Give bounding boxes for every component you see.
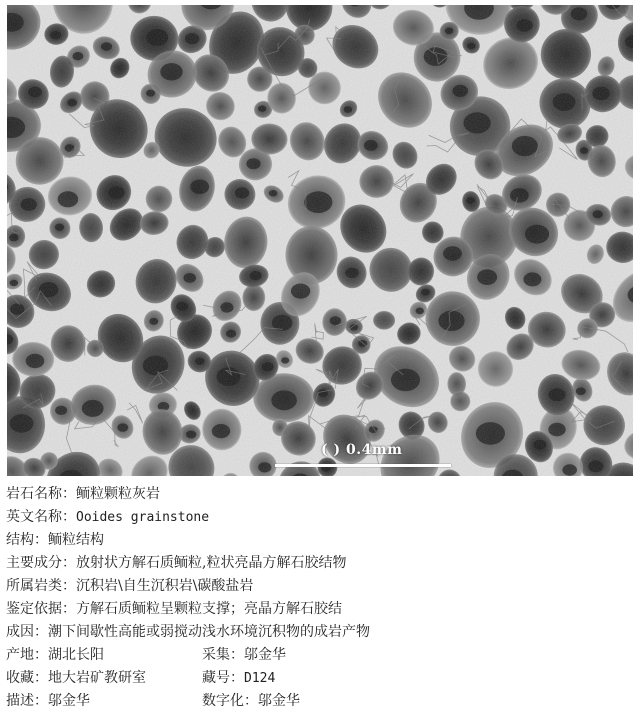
collector-label: 采集： [202, 647, 244, 663]
info-row-genesis [6, 621, 370, 643]
describer-value: 邬金华 [48, 693, 90, 709]
structure-value: 鲕粒结构 [48, 532, 104, 548]
basis-label: 鉴定依据： [6, 601, 76, 617]
digitizer-cell [202, 690, 300, 712]
category-value: 沉积岩\自生沉积岩\碳酸盐岩 [76, 578, 254, 594]
english-name-label: 英文名称： [6, 509, 76, 525]
category-label: 所属岩类： [6, 578, 76, 594]
scale-bar-label: ( ) 0.4mm [321, 442, 403, 458]
info-row-describer-digitizer [6, 690, 634, 712]
collection-value: 地大岩矿教研室 [48, 670, 146, 686]
genesis-value: 潮下间歇性高能或弱搅动浅水环境沉积物的成岩产物 [48, 624, 370, 640]
specimen-number-cell [202, 667, 275, 690]
collector-cell [202, 644, 286, 666]
digitizer-label: 数字化： [202, 693, 258, 709]
origin-value: 湖北长阳 [48, 647, 104, 663]
scale-bar [275, 464, 451, 467]
structure-label: 结构： [6, 532, 48, 548]
info-row-english-name [6, 506, 209, 528]
origin-label: 产地： [6, 647, 48, 663]
genesis-label: 成因： [6, 624, 48, 640]
thin-section-micrograph [7, 5, 633, 476]
collector-value: 邬金华 [244, 647, 286, 663]
composition-value: 放射状方解石质鲕粒,粒状亮晶方解石胶结物 [76, 555, 347, 571]
english-name-value: Ooides grainstone [76, 510, 210, 525]
info-row-collection-number [6, 667, 634, 689]
info-row-structure [6, 529, 104, 551]
specimen-number-value: D124 [244, 671, 276, 686]
name-value: 鲕粒颗粒灰岩 [76, 486, 160, 502]
info-row-composition [6, 552, 346, 574]
info-row-name [6, 483, 160, 505]
info-row-origin-collector [6, 644, 634, 666]
describer-label: 描述： [6, 693, 48, 709]
composition-label: 主要成分： [6, 555, 76, 571]
basis-value: 方解石质鲕粒呈颗粒支撑；亮晶方解石胶结 [76, 601, 342, 617]
collection-label: 收藏： [6, 670, 48, 686]
info-row-basis [6, 598, 342, 620]
specimen-number-label: 藏号： [202, 670, 244, 686]
digitizer-value: 邬金华 [258, 693, 300, 709]
name-label: 岩石名称： [6, 486, 76, 502]
ooid-texture-image [7, 5, 633, 476]
info-row-category [6, 575, 253, 597]
